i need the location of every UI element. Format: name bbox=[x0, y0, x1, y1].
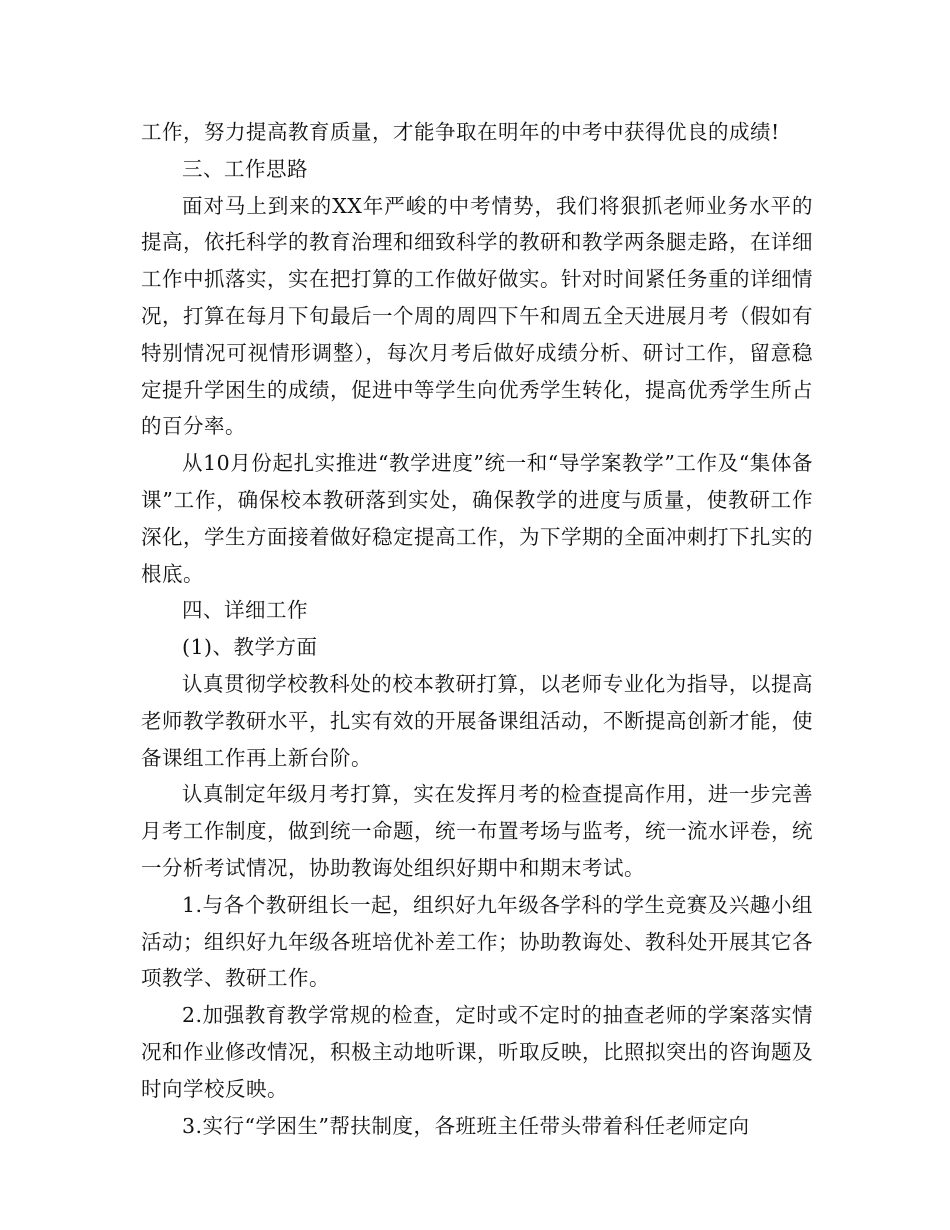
list-item-1: 1.与各个教研组长一起，组织好九年级各学科的学生竞赛及兴趣小组活动；组织好九年级各班培优补差工作；协助教诲处、教科处开展其它各项教学、教研工作。 bbox=[141, 892, 813, 991]
paragraph-continuation: 工作，努力提高教育质量，才能争取在明年的中考中获得优良的成绩! bbox=[141, 120, 780, 144]
paragraph-october-plan: 从10月份起扎实推进“教学进度”统一和“导学案教学”工作及“集体备课”工作，确保校本教研落到实处，确保教学的进度与质量，使教研工作深化，学生方面接着做好稳定提高工作，为下学期的全面冲刺打下扎实的根底。 bbox=[141, 451, 813, 586]
paragraph-exam-situation: 面对马上到来的XX年严峻的中考情势，我们将狠抓老师业务水平的提高，依托科学的教育治理和细致科学的教研和教学两条腿走路，在详细工作中抓落实，实在把打算的工作做好做实。针对时间紧任务重的详细情况，打算在每月下旬最后一个周的周四下午和周五全天进展月考（假如有特别情况可视情形调整），每次月考后做好成绩分析、研讨工作，留意稳定提升学困生的成绩，促进中等学生向优秀学生转化，提高优秀学生所占的百分率。 bbox=[141, 193, 813, 439]
section-heading-detailed-work: 四、详细工作 bbox=[182, 598, 308, 623]
list-item-3: 3.实行“学困生”帮扶制度，各班班主任带头带着科任老师定向 bbox=[182, 1113, 750, 1138]
section-heading-work-ideas: 三、工作思路 bbox=[182, 156, 308, 181]
paragraph-monthly-exams: 认真制定年级月考打算，实在发挥月考的检查提高作用，进一步完善月考工作制度，做到统一命题，统一布置考场与监考，统一流水评卷，统一分析考试情况，协助教诲处组织好期中和期末考试。 bbox=[141, 782, 813, 880]
document-body bbox=[141, 114, 813, 1144]
list-item-2: 2.加强教育教学常规的检查，定时或不定时的抽查老师的学案落实情况和作业修改情况，积极主动地听课，听取反映，比照拟突出的咨询题及时向学校反映。 bbox=[141, 1003, 813, 1101]
paragraph-school-research: 认真贯彻学校教科处的校本教研打算，以老师专业化为指导，以提高老师教学教研水平，扎实有效的开展备课组活动，不断提高创新才能，使备课组工作再上新台阶。 bbox=[141, 671, 813, 770]
subheading-teaching: (1)、教学方面 bbox=[182, 635, 318, 660]
